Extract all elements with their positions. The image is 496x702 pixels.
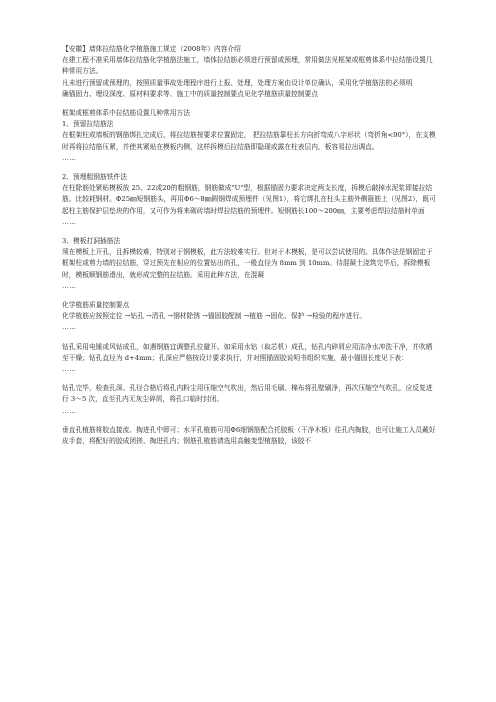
method-3-heading: 3、模板打洞插筋法 bbox=[62, 237, 121, 246]
method-1-heading: 1、预留拉结筋法 bbox=[62, 120, 114, 129]
document-title: 【安徽】墙体拉结筋化学植筋施工规定（2008年）内容介绍 bbox=[62, 45, 241, 53]
section-heading-quality: 化学植筋质量控制要点 bbox=[62, 301, 130, 310]
intro-paragraph-3: 确锚固力、埋设深度、原材料要求等、施工中的质量控制要点见化学植筋质量控制要点 bbox=[62, 89, 319, 98]
method-3-ellipsis: …… bbox=[62, 281, 77, 290]
process-ellipsis: …… bbox=[62, 323, 77, 332]
process-paragraph: 化学植筋应按照定位 →钻孔 →清孔 →钢材除锈 →锚固胶配制 →植筋 →固化、保护 →检验的程序进行。 bbox=[62, 312, 367, 321]
method-2-ellipsis: …… bbox=[62, 217, 77, 226]
method-2-body: 在柱除筋处紧贴模板放 25、22或20的粗钢筋，钢筋做成"U"型，根据锚固力要求决定两支长度，拆模后敲掉水泥浆即接拉结筋。比较耗钢材。Φ25㎜短钢筋头，再用Φ6～8㎜圆钢焊成预埋件（见图1），将它绑扎在柱头主筋外侧箍筋上（见图2），既可起柱主筋保护层垫块的作用，又可作为将来砌砖墙时焊拉结筋的预埋件。短钢筋长100～200㎜，主要考虑焊拉结筋时单面 bbox=[62, 184, 436, 215]
drilling-ellipsis: …… bbox=[62, 365, 77, 374]
glue-paragraph: 垂直孔植筋将胶直接流、掏进孔中即可；水平孔植筋可用Φ6细钢筋配合托胶板（干净木板）往孔内掏胶，也可让施工人员戴好皮手套，将配好的胶成团搓、掏进孔内；钢筋孔植筋请选用高触变型植筋胶，该胶不 bbox=[62, 425, 436, 446]
method-3-body: 须在模板上开孔，且拆模较难，特别对于钢模板，此方法较难实行。但对于木模板，是可以尝试使用的。具体作法是钢固定于框架柱或剪力墙的拉结筋，穿过预先在相应的位置钻出的孔，一般直径为 8mm 到 10mm。待混凝土浇筑完毕后，拆除模板时，模板顺钢筋滑出，就形成完整的拉结筋。采用此种方法，在混凝 bbox=[62, 248, 433, 279]
intro-paragraph-2: 凡未进行预留或预埋的，按照质量事故处理程序进行上报、处理，处理方案由设计单位确认，采用化学植筋法的必须明 bbox=[62, 78, 413, 87]
section-heading-methods: 框架或框剪体系中拉结筋设置几种常用方法 bbox=[62, 109, 191, 118]
intro-paragraph-1: 在建工程不准采用墙体拉结筋化学植筋法施工，墙体拉结筋必须进行预留或预埋，常用做法见框架或框剪体系中拉结筋设置几种常用方法。 bbox=[62, 56, 433, 76]
cleaning-ellipsis: …… bbox=[62, 406, 77, 415]
drilling-paragraph: 钻孔采用电锤或风钻成孔，如遇钢筋宜调整孔位避开。如采用水钻（取芯机）成孔，钻孔内碎屑应用洁净水冲洗干净，并吹晒至干燥；钻孔直径为 d+4mm；孔深应严格按设计要求执行，并对照锚固胶说明书组织实施，最小锚固长度见下表： bbox=[62, 342, 433, 362]
method-1-ellipsis: …… bbox=[62, 153, 77, 162]
method-1-body: 在框架柱或墙板的钢筋绑扎完成后，将拉结筋按要求位置固定， 把拉结筋靠柱长方向折弯成八字形状（弯折角<90°），在支模时再将拉结筋压紧，并使其紧贴在模板内侧，这样拆模后拉结筋即隐现或露在柱表层内，板容易拉出调直。 bbox=[62, 131, 436, 151]
cleaning-paragraph: 钻孔完毕，检查孔深、孔径合格后将孔内粉尘用压缩空气吹出，然后用毛刷、棉布将孔壁刷净，再次压缩空气吹孔，应反复进行 3～5 次，直至孔内无灰尘碎屑，将孔口临时封闭。 bbox=[62, 384, 433, 404]
method-2-heading: 2、预埋粗钢筋铁件法 bbox=[62, 173, 127, 182]
